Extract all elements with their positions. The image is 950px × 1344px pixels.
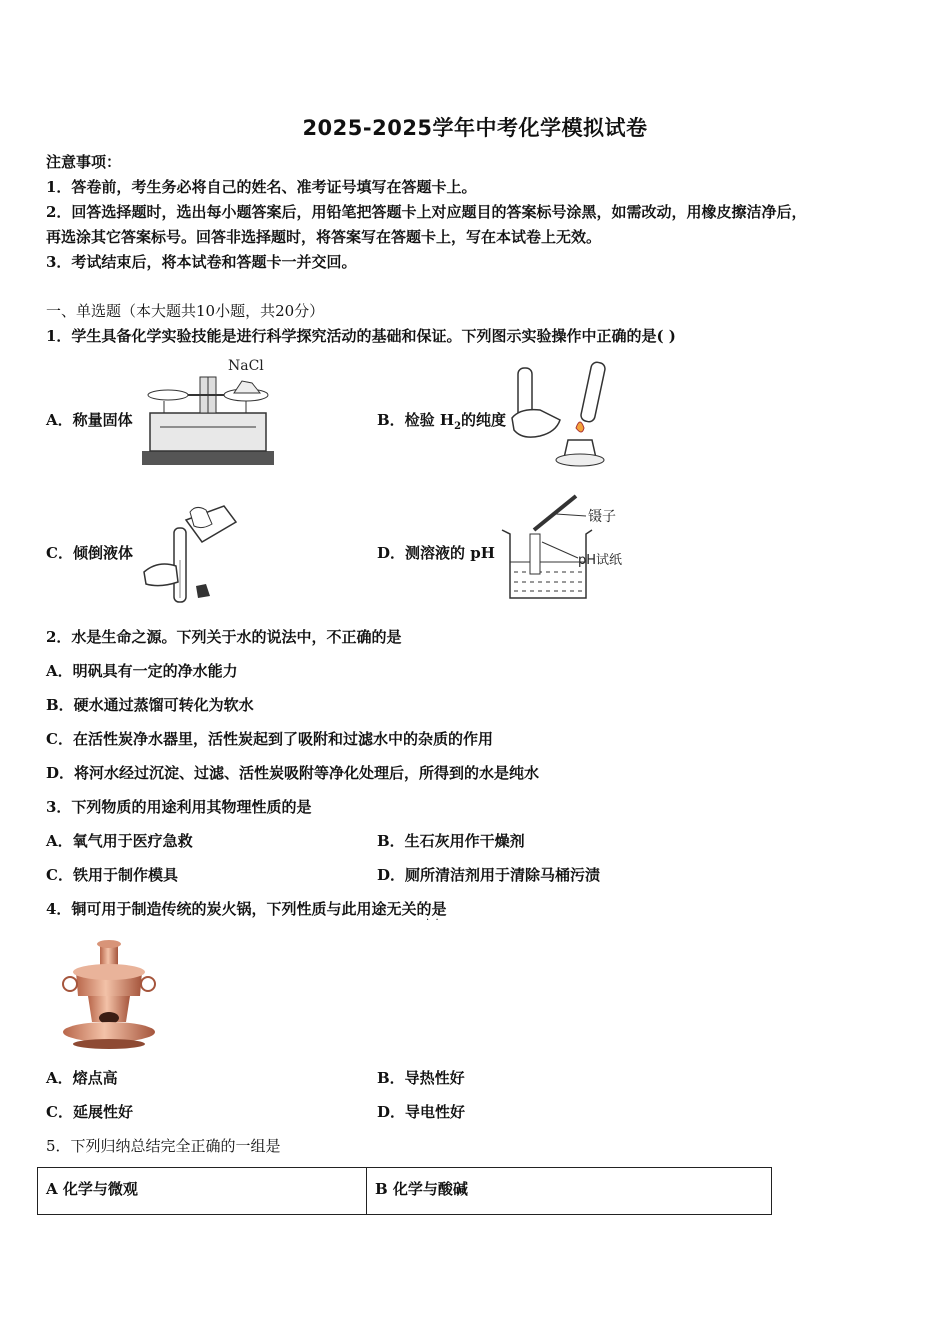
- q2-option-d: D．将河水经过沉淀、过滤、活性炭吸附等净化处理后，所得到的水是纯水: [46, 764, 540, 782]
- q4-option-a: A．熔点高: [46, 1069, 118, 1087]
- q3-option-b: B．生石灰用作干燥剂: [377, 832, 525, 850]
- q1-option-b: B．检验 $H_2$的纯度: [377, 411, 507, 432]
- q1-option-d: D．测溶液的 pH: [377, 544, 495, 562]
- q1-option-c: C．倾倒液体: [46, 544, 133, 562]
- q5-col-b: B 化学与酸碱: [367, 1168, 772, 1215]
- q1-option-a: A．称量固体: [46, 411, 133, 429]
- q2-option-c: C．在活性炭净水器里，活性炭起到了吸附和过滤水中的杂质的作用: [46, 730, 493, 748]
- q1-stem: 1．学生具备化学实验技能是进行科学探究活动的基础和保证。下列图示实验操作中正确的是( ): [46, 327, 676, 345]
- q3-option-c: C．铁用于制作模具: [46, 866, 178, 884]
- q4-option-c: C．延展性好: [46, 1103, 133, 1121]
- svg-text:pH试纸: pH试纸: [578, 553, 623, 568]
- notice-heading: 注意事项：: [46, 153, 122, 171]
- section-heading: 一、单选题（本大题共10小题，共20分）: [46, 302, 325, 320]
- notice-item-2-cont: 再选涂其它答案标号。回答非选择题时，将答案写在答题卡上，写在本试卷上无效。: [46, 228, 602, 246]
- notice-item-1: 1．答卷前，考生务必将自己的姓名、准考证号填写在答题卡上。: [46, 178, 477, 196]
- notice-item-2: 2．回答选择题时，选出每小题答案后，用铅笔把答题卡上对应题目的答案标号涂黑，如需改动，用橡皮擦洁净后，: [46, 203, 807, 221]
- q5-table: [37, 1167, 772, 1215]
- h2-test-figure: [510, 358, 610, 470]
- svg-text:NaCl: NaCl: [228, 358, 264, 374]
- q4-option-d: D．导电性好: [377, 1103, 466, 1121]
- q3-option-a: A．氧气用于医疗急救: [46, 832, 193, 850]
- q3-stem: 3．下列物质的用途利用其物理性质的是: [46, 798, 312, 816]
- pouring-liquid-figure: [140, 500, 242, 606]
- q4-stem: 4．铜可用于制造传统的炭火锅，下列性质与此用途无关的是: [46, 900, 447, 918]
- q4-option-b: B．导热性好: [377, 1069, 465, 1087]
- q2-stem: 2．水是生命之源。下列关于水的说法中，不正确的是: [46, 628, 402, 646]
- svg-text:镊子: 镊子: [588, 509, 616, 525]
- q2-option-a: A．明矾具有一定的净水能力: [46, 662, 238, 680]
- ph-test-figure: [498, 490, 634, 605]
- copper-hotpot-figure: [48, 940, 170, 1052]
- notice-item-3: 3．考试结束后，将本试卷和答题卡一并交回。: [46, 253, 357, 271]
- q5-stem: 5．下列归纳总结完全正确的一组是: [46, 1137, 281, 1155]
- emphasis-dots: · ·: [426, 915, 439, 926]
- q5-col-a: A 化学与微观: [38, 1168, 367, 1215]
- q2-option-b: B．硬水通过蒸馏可转化为软水: [46, 696, 254, 714]
- page-title: 2025-2025学年中考化学模拟试卷: [302, 116, 648, 140]
- q3-option-d: D．厕所清洁剂用于清除马桶污渍: [377, 866, 601, 884]
- balance-figure: [140, 355, 276, 469]
